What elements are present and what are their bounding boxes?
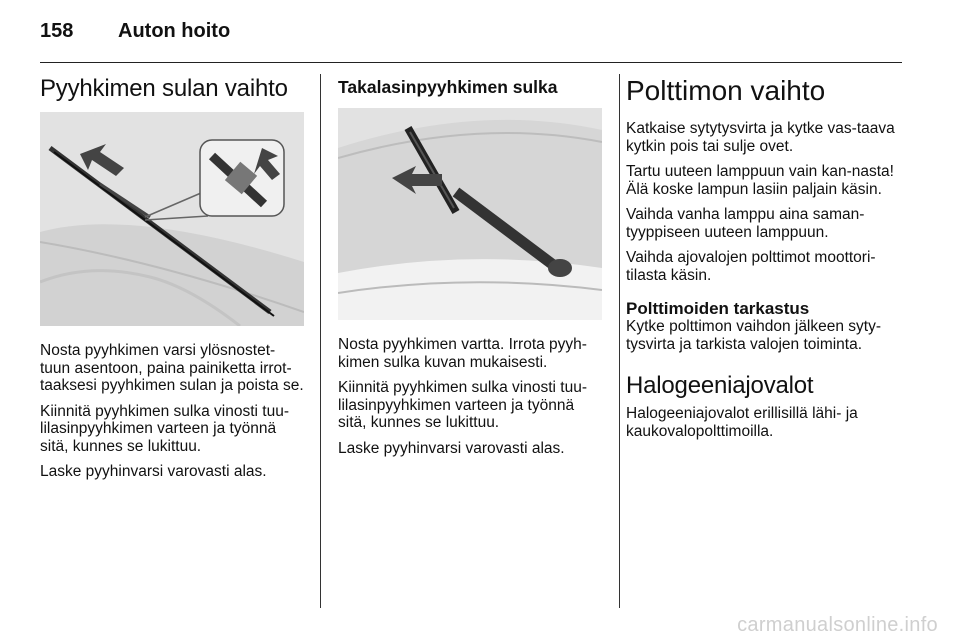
rear-wiper-illustration bbox=[338, 108, 602, 320]
paragraph: Vaihda vanha lamppu aina saman-tyyppiseen uuteen lamppuun. bbox=[626, 206, 865, 241]
page-number: 158 bbox=[40, 20, 74, 42]
paragraph: Kiinnitä pyyhkimen sulka vinosti tuu-lilasinpyyhkimen varteen ja työnnä sitä, kunnes se lukittuu. bbox=[338, 379, 587, 431]
column-divider bbox=[619, 74, 620, 608]
paragraph: Vaihda ajovalojen polttimot moottori-tilasta käsin. bbox=[626, 249, 876, 284]
section-heading: Takalasinpyyhkimen sulka bbox=[338, 77, 558, 97]
page-header bbox=[40, 20, 902, 63]
paragraph: Nosta pyyhkimen vartta. Irrota pyyh-kimen sulka kuvan mukaisesti. bbox=[338, 336, 587, 371]
paragraph: Nosta pyyhkimen varsi ylösnostet-tuun asentoon, paina painiketta irrot-taaksesi pyyhkimen sulan ja poista se. bbox=[40, 342, 304, 394]
column-rear-wiper bbox=[338, 74, 602, 457]
watermark: carmanualsonline.info bbox=[737, 614, 938, 636]
paragraph: Laske pyyhinvarsi varovasti alas. bbox=[338, 439, 565, 457]
paragraph: Halogeeniajovalot erillisillä lähi- ja kaukovalopolttimoilla. bbox=[626, 405, 858, 440]
paragraph: Tartu uuteen lamppuun vain kan-nasta! Älä koske lampun lasiin paljain käsin. bbox=[626, 163, 894, 198]
section-heading: Halogeeniajovalot bbox=[626, 372, 814, 399]
column-divider bbox=[320, 74, 321, 608]
column-wiper-blade bbox=[40, 74, 304, 481]
column1-body bbox=[40, 342, 304, 481]
windscreen-wiper-illustration bbox=[40, 112, 304, 326]
column2-body bbox=[338, 336, 602, 457]
paragraph: Kiinnitä pyyhkimen sulka vinosti tuu-lilasinpyyhkimen varteen ja työnnä sitä, kunnes se lukittuu. bbox=[40, 402, 289, 455]
chapter-title: Auton hoito bbox=[118, 20, 231, 42]
paragraph: Kytke polttimon vaihdon jälkeen syty-tysvirta ja tarkista valojen toiminta. bbox=[626, 318, 882, 353]
paragraph: Laske pyyhinvarsi varovasti alas. bbox=[40, 463, 267, 480]
rear-wiper-drawing bbox=[338, 108, 602, 320]
section-heading: Polttimon vaihto bbox=[626, 75, 826, 106]
column3-body bbox=[626, 120, 906, 284]
paragraph: Katkaise sytytysvirta ja kytke vas-taava kytkin pois tai sulje ovet. bbox=[626, 120, 895, 155]
column-bulb-replacement bbox=[626, 74, 906, 440]
section-heading: Pyyhkimen sulan vaihto bbox=[40, 75, 288, 102]
wiper-drawing bbox=[40, 112, 304, 326]
subsection-heading: Polttimoiden tarkastus bbox=[626, 299, 810, 318]
